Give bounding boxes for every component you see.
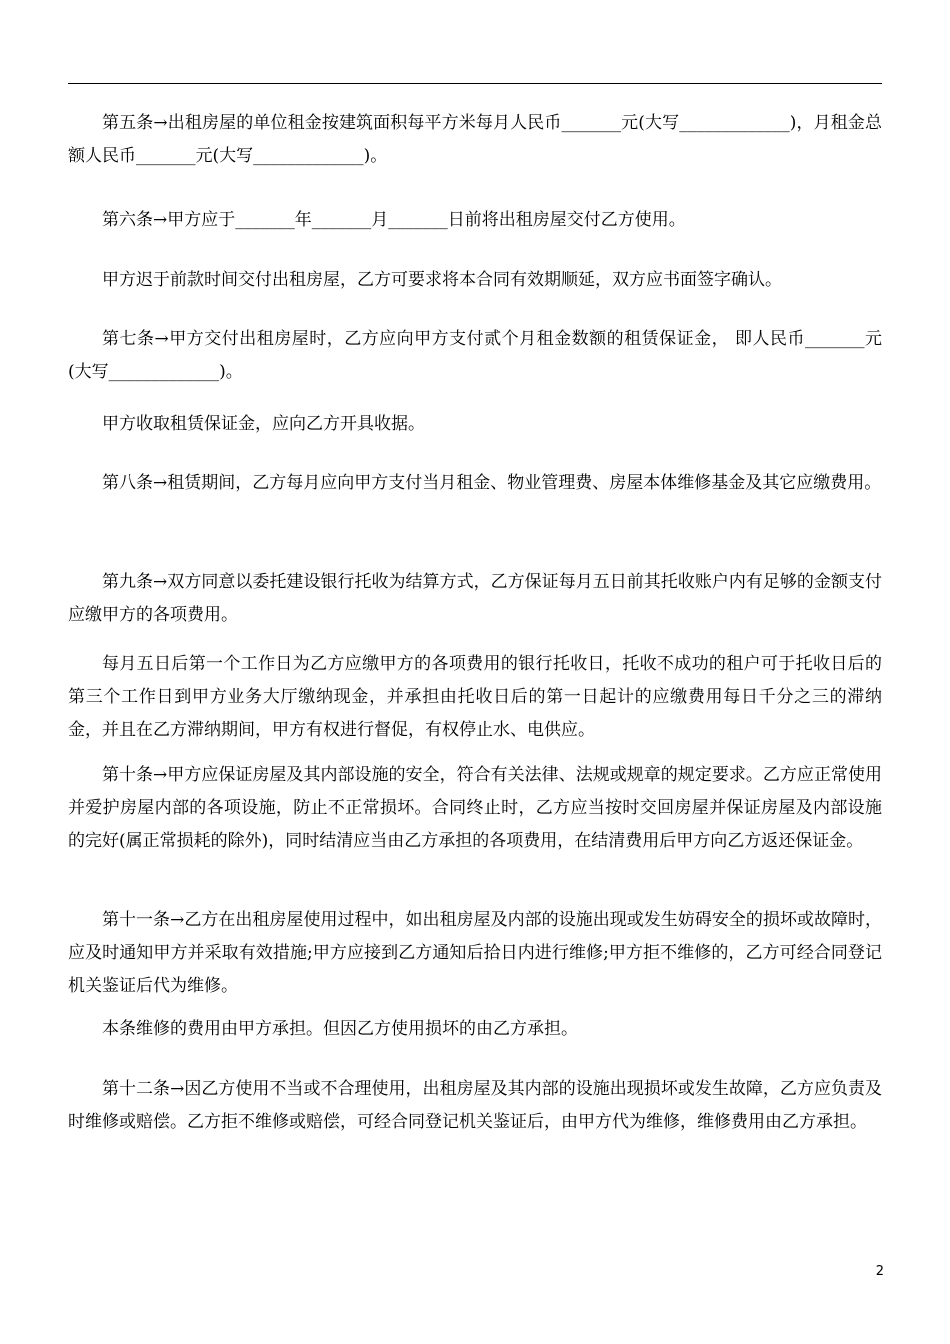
clause-10-paragraph: 第十条→甲方应保证房屋及其内部设施的安全，符合有关法律、法规或规章的规定要求。乙方应正常使用并爱护房屋内部的各项设施，防止不正常损坏。合同终止时，乙方应当按时交回房屋并保证房屋及内部设施的完好(属正常损耗的除外)，同时结清应当由乙方承担的各项费用，在结清费用后甲方向乙方返还保证金。 — [68, 765, 882, 851]
clause-6-note-paragraph: 甲方迟于前款时间交付出租房屋，乙方可要求将本合同有效期顺延，双方应书面签字确认。 — [102, 270, 782, 290]
clause-11-paragraph: 第十一条→乙方在出租房屋使用过程中，如出租房屋及内部的设施出现或发生妨碍安全的损坏或故障时，应及时通知甲方并采取有效措施;甲方应接到乙方通知后拾日内进行维修;甲方拒不维修的，乙方可经合同登记机关鉴证后代为维修。 — [68, 910, 882, 996]
clause-5-paragraph: 第五条→出租房屋的单位租金按建筑面积每平方米每月人民币_______元(大写_____________)，月租金总额人民币_______元(大写_____________)。 — [68, 113, 882, 166]
header-rule — [68, 83, 882, 84]
clause-12-paragraph: 第十二条→因乙方使用不当或不合理使用，出租房屋及其内部的设施出现损坏或发生故障，乙方应负责及时维修或赔偿。乙方拒不维修或赔偿，可经合同登记机关鉴证后，由甲方代为维修，维修费用由乙方承担。 — [68, 1079, 882, 1132]
clause-7-note-paragraph: 甲方收取租赁保证金，应向乙方开具收据。 — [102, 414, 425, 434]
clause-6-paragraph: 第六条→甲方应于_______年_______月_______日前将出租房屋交付乙方使用。 — [102, 210, 686, 230]
clause-8-paragraph: 第八条→租赁期间，乙方每月应向甲方支付当月租金、物业管理费、房屋本体维修基金及其它应缴费用。 — [102, 473, 882, 493]
clause-9-note-paragraph: 每月五日后第一个工作日为乙方应缴甲方的各项费用的银行托收日，托收不成功的租户可于托收日后的第三个工作日到甲方业务大厅缴纳现金，并承担由托收日后的第一日起计的应缴费用每日千分之三的滞纳金，并且在乙方滞纳期间，甲方有权进行督促，有权停止水、电供应。 — [68, 654, 882, 740]
clause-7-paragraph: 第七条→甲方交付出租房屋时，乙方应向甲方支付贰个月租金数额的租赁保证金， 即人民币_______元(大写_____________)。 — [68, 329, 882, 382]
clause-9-paragraph: 第九条→双方同意以委托建设银行托收为结算方式，乙方保证每月五日前其托收账户内有足够的金额支付应缴甲方的各项费用。 — [68, 572, 882, 625]
clause-11-note-paragraph: 本条维修的费用由甲方承担。但因乙方使用损坏的由乙方承担。 — [102, 1019, 578, 1039]
page-number: 2 — [875, 1264, 884, 1279]
